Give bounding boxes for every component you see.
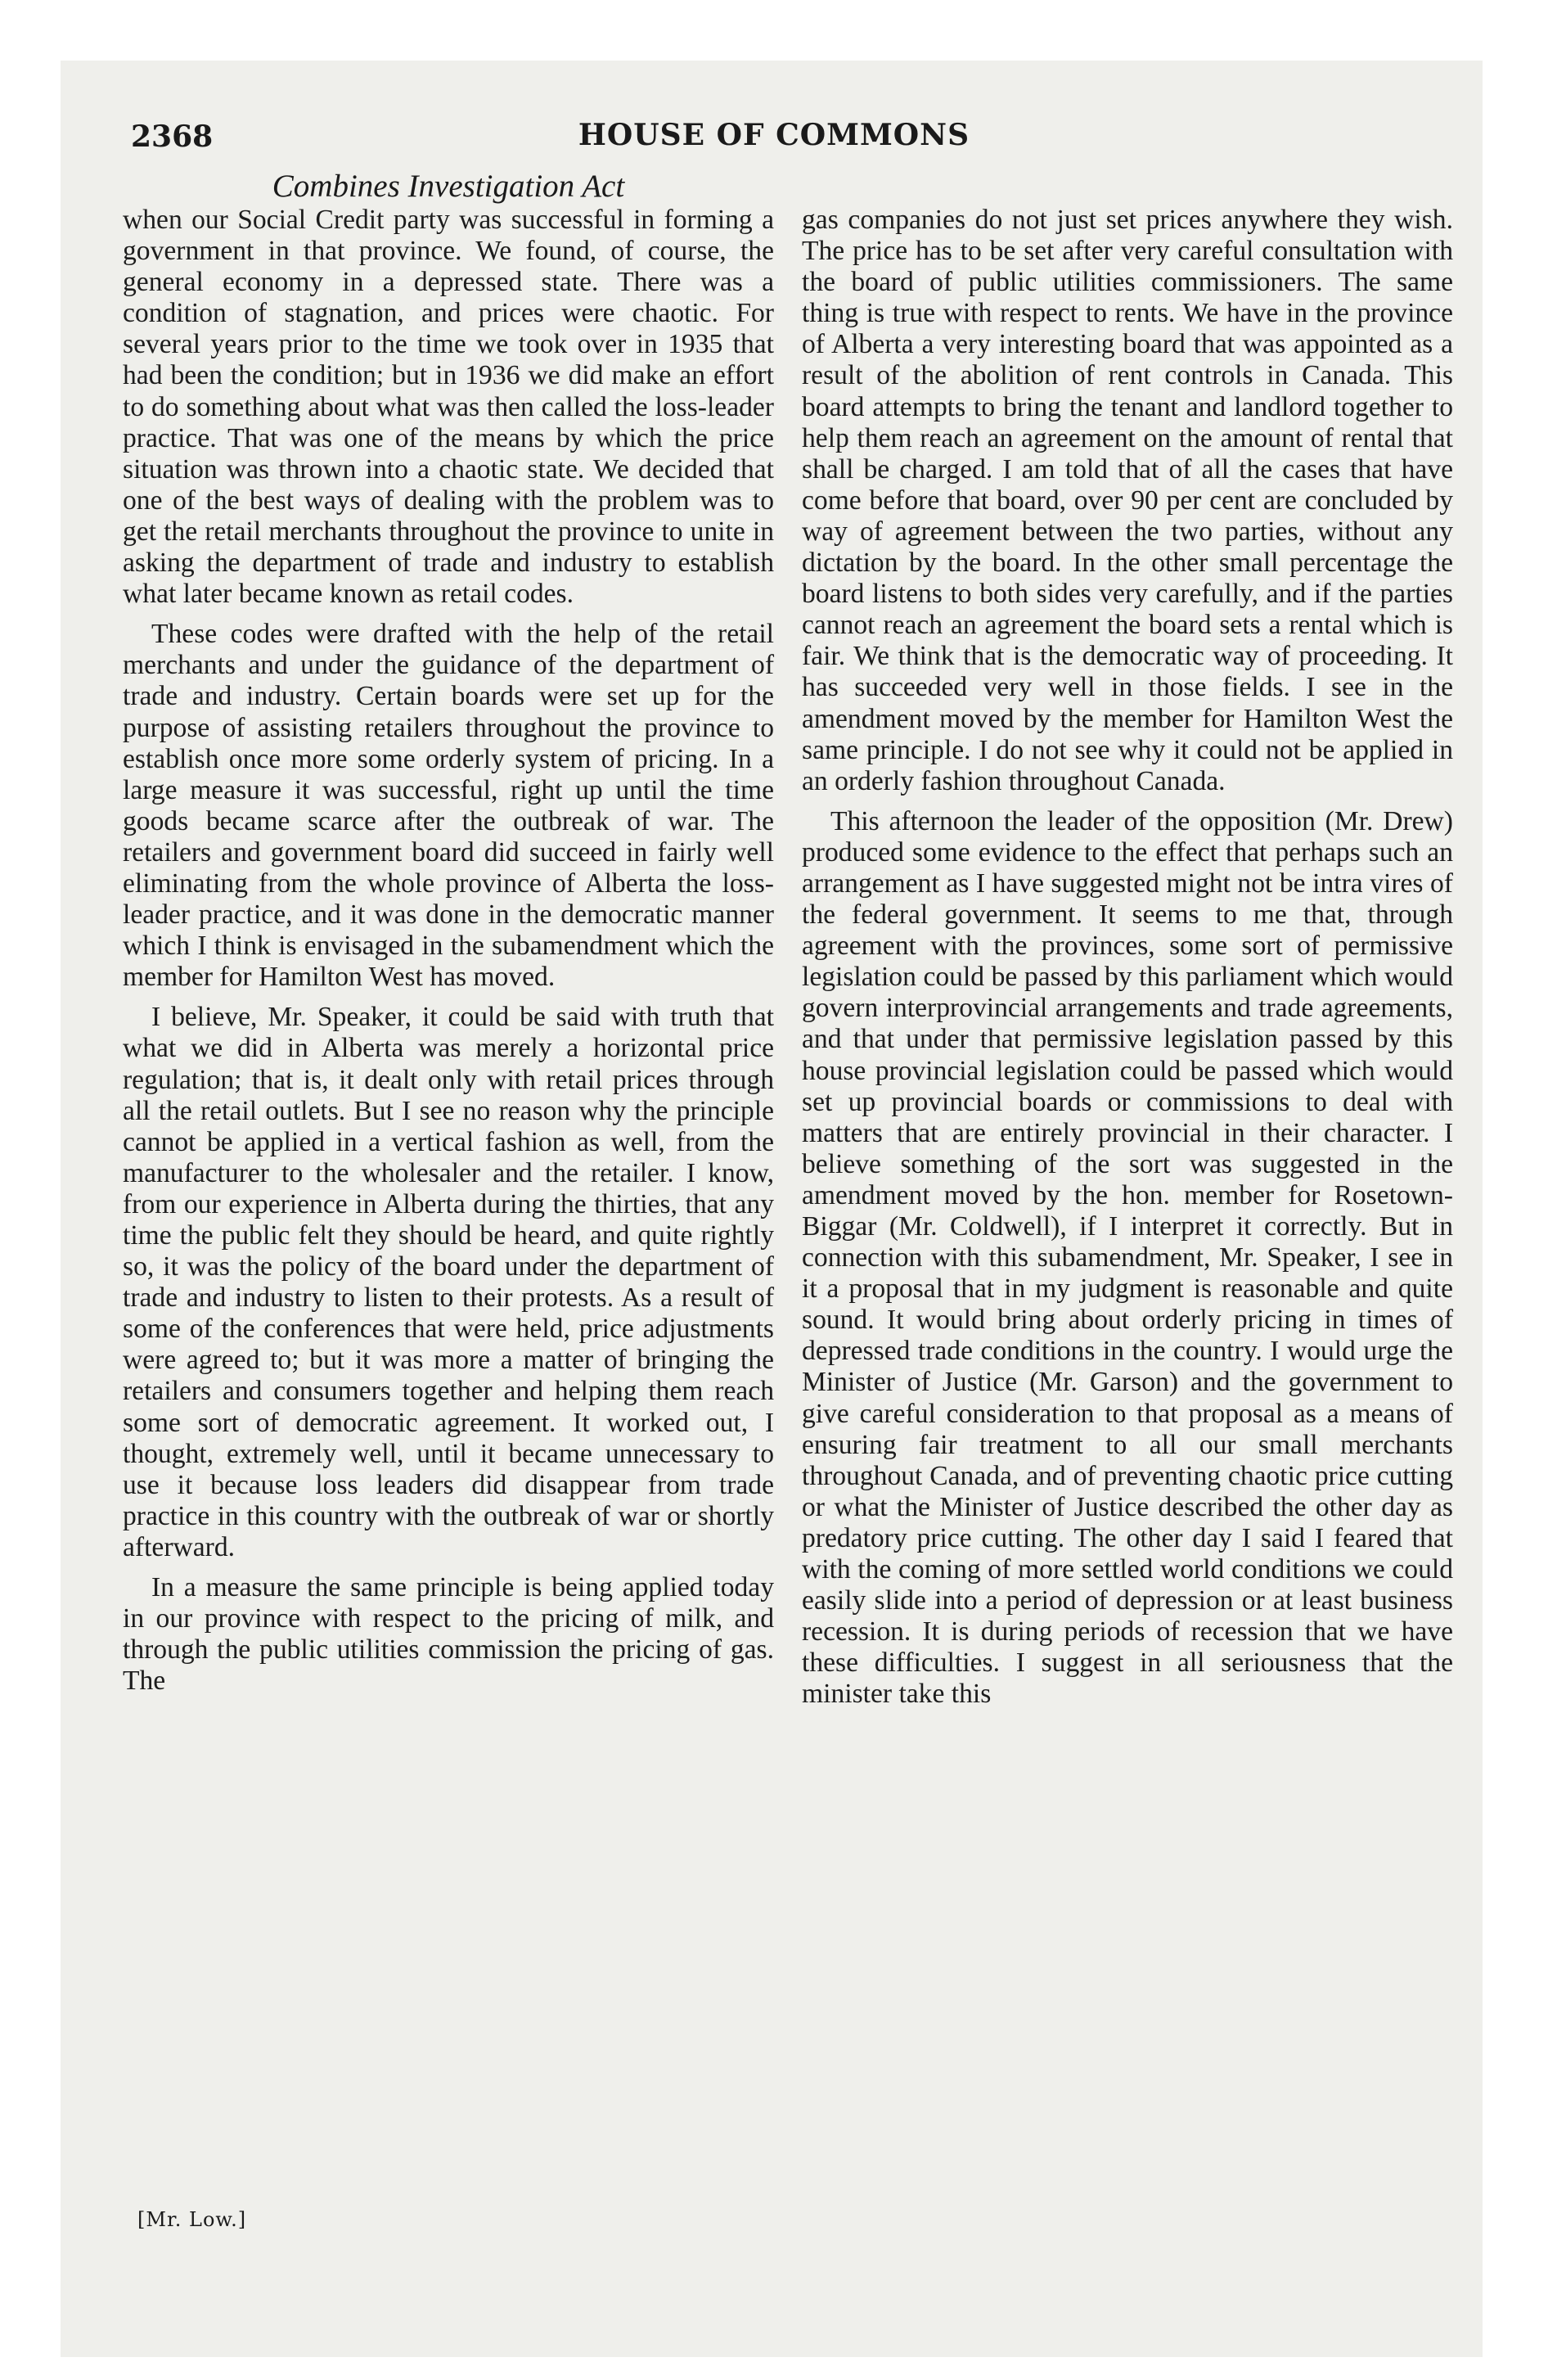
section-title: Combines Investigation Act: [272, 169, 625, 204]
left-column: [123, 205, 774, 1706]
speaker-tag: [Mr. Low.]: [137, 2208, 247, 2231]
right-column: [802, 205, 1453, 1720]
paragraph: gas companies do not just set prices anywhere they wish. The price has to be set after very careful consultation with the board of public utilities commissioners. The same thing is true with respect to rents. We have in the province of Alberta a very interesting board that was appointed as a result of the abolition of rent controls in Canada. This board attempts to bring the tenant and landlord together to help them reach an agreement on the amount of rental that shall be charged. I am told that of all the cases that have come before that board, over 90 per cent are concluded by way of agreement between the two parties, without any dictation by the board. In the other small percentage the board listens to both sides very carefully, and if the parties cannot reach an agreement the board sets a rental which is fair. We think that is the democratic way of proceeding. It has succeeded very well in those fields. I see in the amendment moved by the member for Hamilton West the same principle. I do not see why it could not be applied in an orderly fashion throughout Canada.: [802, 205, 1453, 796]
paragraph: These codes were drafted with the help of the retail merchants and under the guidance of the department of trade and industry. Certain boards were set up for the purpose of assisting retailers throughout the province to establish once more some orderly system of pricing. In a large measure it was successful, right up until the time goods became scarce after the outbreak of war. The retailers and government board did succeed in fairly well eliminating from the whole province of Alberta the loss-leader practice, and it was done in the democratic manner which I think is envisaged in the subamendment which the member for Hamilton West has moved.: [123, 619, 774, 993]
paragraph: I believe, Mr. Speaker, it could be said with truth that what we did in Alberta was merely a horizontal price regulation; that is, it dealt only with retail prices through all the retail outlets. But I see no reason why the principle cannot be applied in a vertical fashion as well, from the manufacturer to the wholesaler and the retailer. I know, from our experience in Alberta during the thirties, that any time the public felt they should be heard, and quite rightly so, it was the policy of the board under the department of trade and industry to listen to their protests. As a result of some of the conferences that were held, price adjustments were agreed to; but it was more a matter of bringing the retailers and consumers together and helping them reach some sort of democratic agreement. It worked out, I thought, extremely well, until it became unnecessary to use it because loss leaders did disappear from trade practice in this country with the outbreak of war or shortly afterward.: [123, 1002, 774, 1562]
paragraph: In a measure the same principle is being applied today in our province with respect to the pricing of milk, and through the public utilities commission the pricing of gas. The: [123, 1572, 774, 1697]
paragraph: This afternoon the leader of the opposition (Mr. Drew) produced some evidence to the effect that perhaps such an arrangement as I have suggested might not be intra vires of the federal government. It seems to me that, through agreement with the provinces, some sort of permissive legislation could be passed by this parliament which would govern interprovincial arrangements and trade agreements, and that under that permissive legislation passed by this house provincial legislation could be passed which would set up provincial boards or commissions to deal with matters that are entirely provincial in their character. I believe something of the sort was suggested in the amendment moved by the hon. member for Rosetown-Biggar (Mr. Coldwell), if I interpret it correctly. But in connection with this subamendment, Mr. Speaker, I see in it a proposal that in my judgment is reasonable and quite sound. It would bring about orderly pricing in times of depressed trade conditions in the country. I would urge the Minister of Justice (Mr. Garson) and the government to give careful consideration to that proposal as a means of ensuring fair treatment to all our small merchants throughout Canada, and of preventing chaotic price cutting or what the Minister of Justice described the other day as predatory price cutting. The other day I said I feared that with the coming of more settled world conditions we could easily slide into a period of depression or at least business recession. It is during periods of recession that we have these difficulties. I suggest in all seriousness that the minister take this: [802, 805, 1453, 1710]
running-head: HOUSE OF COMMONS: [578, 118, 970, 152]
paragraph: when our Social Credit party was successful in forming a government in that province. We found, of course, the general economy in a depressed state. There was a condition of stagnation, and prices were chaotic. For several years prior to the time we took over in 1935 that had been the condition; but in 1936 we did make an effort to do something about what was then called the loss-leader practice. That was one of the means by which the price situation was thrown into a chaotic state. We decided that one of the best ways of dealing with the problem was to get the retail merchants throughout the province to unite in asking the department of trade and industry to establish what later became known as retail codes.: [123, 205, 774, 610]
page-number: 2368: [131, 119, 214, 154]
